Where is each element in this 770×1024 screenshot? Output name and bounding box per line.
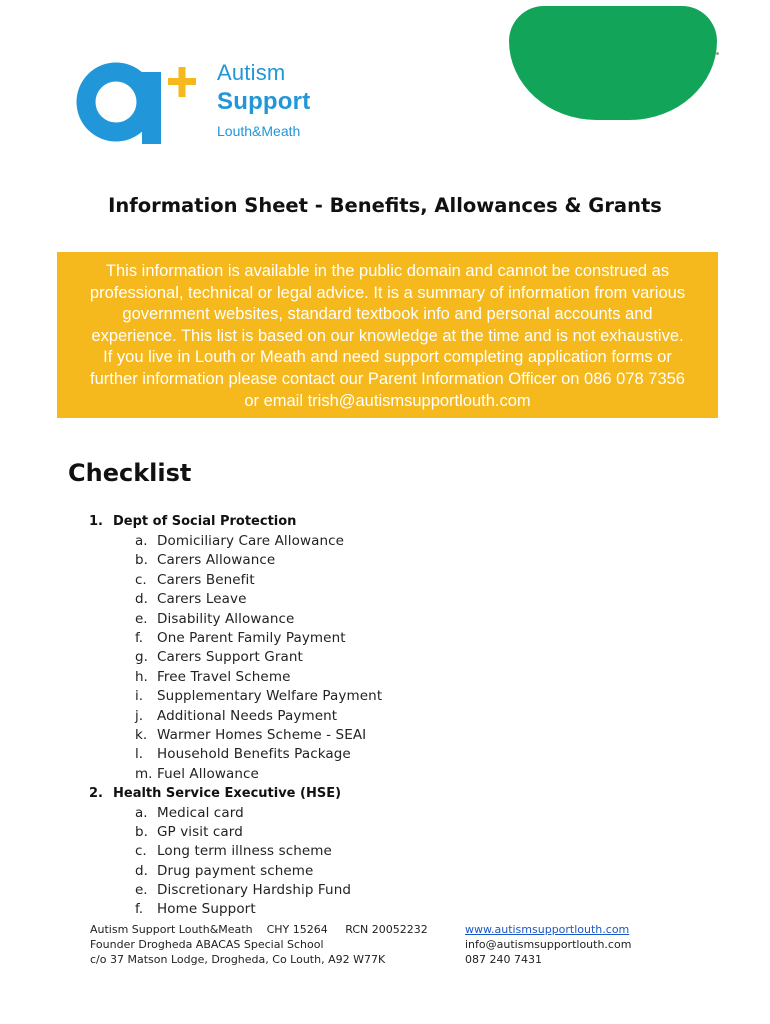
list-item-letter: b.	[135, 824, 148, 840]
disclaimer-notice-box	[57, 252, 718, 418]
list-item: Long term illness scheme	[157, 843, 332, 859]
page-title: Information Sheet - Benefits, Allowances & Grants	[108, 194, 662, 217]
list-item-letter: a.	[135, 805, 148, 821]
list-item: Additional Needs Payment	[157, 708, 338, 724]
decorative-dot	[716, 52, 719, 55]
section-number: 1.	[89, 514, 103, 529]
list-item-letter: c.	[135, 572, 147, 588]
list-item: Disability Allowance	[157, 611, 295, 627]
list-item-letter: m.	[135, 766, 153, 782]
list-item: Drug payment scheme	[157, 863, 314, 879]
logo-text-autism: Autism	[217, 60, 286, 85]
footer-phone: 087 240 7431	[465, 953, 542, 966]
list-item: Household Benefits Package	[157, 746, 351, 762]
footer-contact	[465, 922, 631, 967]
list-item: One Parent Family Payment	[157, 630, 346, 646]
disclaimer-line: professional, technical or legal advice. It is a summary of information from various	[89, 283, 686, 302]
footer-line-1	[90, 922, 428, 937]
disclaimer-text	[63, 261, 712, 412]
disclaimer-line: government websites, standard textbook info and personal accounts and	[122, 305, 653, 324]
list-item: Medical card	[157, 805, 244, 821]
list-item-letter: j.	[135, 708, 144, 724]
list-item-letter: f.	[135, 630, 144, 646]
list-item: Carers Allowance	[157, 552, 276, 568]
list-item-letter: b.	[135, 552, 148, 568]
list-item: GP visit card	[157, 824, 243, 840]
list-item-letter: a.	[135, 533, 148, 549]
disclaimer-line: further information please contact our Parent Information Officer on 086 078 7356	[90, 369, 685, 388]
footer-org-name: Autism Support Louth&Meath	[90, 923, 253, 936]
logo-text-support: Support	[217, 88, 311, 115]
footer-email: info@autismsupportlouth.com	[465, 938, 632, 951]
section-title: Dept of Social Protection	[113, 514, 297, 529]
list-item-letter: l.	[135, 746, 144, 762]
list-item-letter: f.	[135, 901, 144, 917]
list-item: Home Support	[157, 901, 256, 917]
list-item-letter: h.	[135, 669, 148, 685]
section-number: 2.	[89, 786, 103, 801]
decorative-green-shape	[509, 6, 717, 120]
list-item-letter: c.	[135, 843, 147, 859]
list-item-letter: e.	[135, 611, 148, 627]
list-item-letter: d.	[135, 591, 148, 607]
list-item: Carers Support Grant	[157, 649, 303, 665]
list-item-letter: k.	[135, 727, 148, 743]
disclaimer-line: experience. This list is based on our knowledge at the time and is not exhaustive.	[91, 326, 684, 345]
footer-founder: Founder Drogheda ABACAS Special School	[90, 938, 324, 951]
checklist-heading: Checklist	[68, 459, 192, 487]
logo-text-location: Louth&Meath	[217, 123, 301, 139]
disclaimer-line: This information is available in the public domain and cannot be construed as	[105, 262, 670, 280]
list-item-letter: i.	[135, 688, 144, 704]
list-item: Warmer Homes Scheme - SEAI	[157, 727, 367, 743]
list-item: Carers Benefit	[157, 572, 255, 588]
disclaimer-line: If you live in Louth or Meath and need support completing application forms or	[103, 348, 672, 367]
list-item-letter: g.	[135, 649, 148, 665]
disclaimer-line: or email trish@autismsupportlouth.com	[244, 391, 531, 410]
list-item: Domiciliary Care Allowance	[157, 533, 345, 549]
footer-rcn: RCN 20052232	[345, 923, 428, 936]
footer-website-link[interactable]: www.autismsupportlouth.com	[465, 923, 630, 936]
footer-org-info	[90, 922, 428, 967]
footer-chy: CHY 15264	[266, 923, 328, 936]
section-title: Health Service Executive (HSE)	[113, 786, 342, 801]
footer-address: c/o 37 Matson Lodge, Drogheda, Co Louth, A92 W77K	[90, 953, 386, 966]
list-item-letter: d.	[135, 863, 148, 879]
list-item: Supplementary Welfare Payment	[157, 688, 383, 704]
list-item-letter: e.	[135, 882, 148, 898]
list-item: Free Travel Scheme	[157, 669, 291, 685]
list-item: Carers Leave	[157, 591, 247, 607]
list-item: Discretionary Hardship Fund	[157, 882, 352, 898]
list-item: Fuel Allowance	[157, 766, 259, 782]
